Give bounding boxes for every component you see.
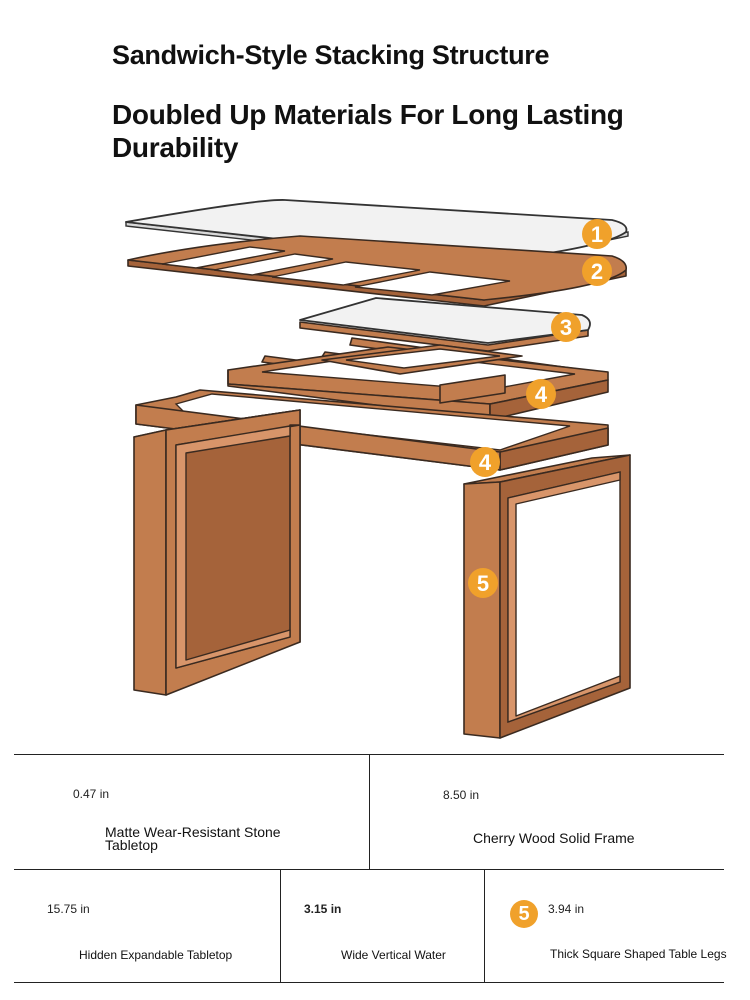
badge-5	[468, 568, 498, 598]
svg-text:4: 4	[478, 450, 492, 475]
spec-label: Thick Square Shaped Table Legs	[550, 947, 727, 961]
badge-1	[582, 219, 612, 249]
small-stone-panel	[300, 298, 590, 351]
exploded-table-diagram	[0, 180, 750, 750]
badge-3	[551, 312, 581, 342]
spec-label: Cherry Wood Solid Frame	[473, 830, 635, 846]
spec-label: Hidden Expandable Tabletop	[79, 948, 233, 962]
table-middle-rule	[14, 869, 724, 870]
spec-label: Matte Wear-Resistant Stone Tabletop	[105, 824, 281, 853]
table-divider	[280, 869, 281, 982]
page-subtitle: Doubled Up Materials For Long Lasting Durability	[112, 99, 624, 163]
svg-text:5: 5	[476, 571, 490, 596]
svg-text:3: 3	[559, 315, 573, 340]
table-divider	[484, 869, 485, 982]
badge-2	[582, 256, 612, 286]
spec-label: Wide Vertical Water	[341, 948, 446, 962]
spec-value: 3.15 in	[304, 902, 342, 916]
page-title: Sandwich-Style Stacking Structure	[112, 40, 550, 70]
spec-value: 15.75 in	[47, 902, 90, 916]
leg-badge: 5	[510, 900, 538, 928]
svg-text:2: 2	[590, 259, 604, 284]
left-leg	[134, 410, 300, 695]
badge-4-upper	[526, 379, 556, 409]
spec-value: 3.94 in	[548, 902, 585, 916]
spec-value: 8.50 in	[443, 788, 480, 802]
table-bottom-rule	[14, 982, 724, 983]
svg-text:1: 1	[590, 222, 604, 247]
spec-value: 0.47 in	[73, 787, 110, 801]
svg-text:4: 4	[534, 382, 548, 407]
table-divider	[369, 754, 370, 869]
badge-4-lower	[470, 447, 500, 477]
